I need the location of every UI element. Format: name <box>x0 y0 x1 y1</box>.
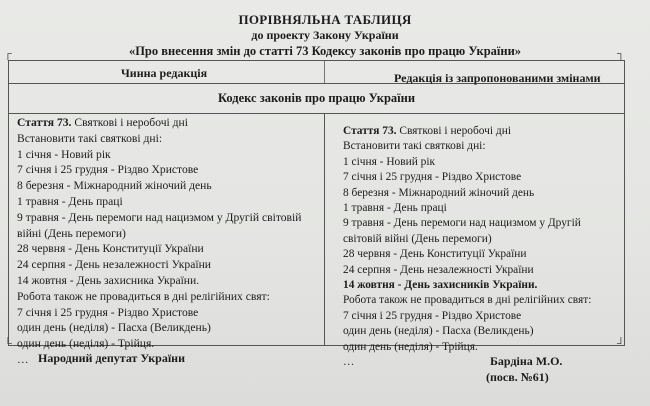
article-number: Стаття 73. <box>343 125 397 137</box>
text-line: Робота також не провадиться в дні релігійних свят: <box>343 294 592 307</box>
article-heading <box>343 124 621 139</box>
article-number: Стаття 73. <box>17 116 72 129</box>
column-header-proposed: Редакція із запропонованими змінами <box>394 71 601 85</box>
text-line: 28 червня - День Конституції України <box>343 248 527 261</box>
corner-mark-icon: ┘ <box>617 338 625 350</box>
current-text-cell <box>17 115 317 368</box>
code-title-row: Кодекс законів про працю України <box>9 83 624 114</box>
text-line: 8 березня - Міжнародний жіночий день <box>343 186 535 199</box>
text-line: 1 січня - Новий рік <box>343 155 436 168</box>
proposed-text-cell <box>343 124 621 371</box>
text-line: 7 січня і 25 грудня - Різдво Христове <box>17 305 199 319</box>
signer-id: (посв. №61) <box>486 370 549 384</box>
text-line: один день (неділя) - Пасха (Великдень) <box>17 321 211 335</box>
article-title: Святкові і неробочі дні <box>71 116 188 129</box>
text-line: 1 травня - День праці <box>343 202 447 215</box>
text-line: 7 січня і 25 грудня - Різдво Христове <box>17 163 199 177</box>
signer-role: Народний депутат України <box>38 351 185 365</box>
text-line: один день (неділя) - Трійця. <box>343 340 478 353</box>
text-line: 9 травня - День перемоги над нацизмом у Другій світовій війні (День перемоги) <box>343 217 581 245</box>
text-line: 1 травня - День праці <box>17 194 123 208</box>
document-subtitle: до проекту Закону України <box>251 28 399 42</box>
text-line: 28 червня - День Конституції України <box>17 242 204 256</box>
text-line: 9 травня - День перемоги над нацизмом у Другій світовій війні (День перемоги) <box>17 210 302 240</box>
text-line: Встановити такі святкові дні: <box>343 140 486 153</box>
column-divider <box>324 61 325 83</box>
text-line: 24 серпня - День незалежності України <box>17 258 211 272</box>
law-name: «Про внесення змін до статті 73 Кодексу законів про працю України» <box>128 44 522 58</box>
text-line: 24 серпня - День незалежності України <box>343 263 534 276</box>
column-header-current: Чинна редакція <box>121 66 208 80</box>
text-line: 1 січня - Новий рік <box>17 147 111 161</box>
column-divider <box>324 113 325 345</box>
text-line: 7 січня і 25 грудня - Різдво Христове <box>343 171 522 184</box>
text-line: Встановити такі святкові дні: <box>17 131 163 145</box>
text-line: … <box>343 356 355 369</box>
corner-mark-icon: └ <box>4 338 12 350</box>
table-header-row <box>9 61 624 84</box>
article-title: Святкові і неробочі дні <box>396 125 511 137</box>
corner-mark-icon: ┐ <box>617 48 625 60</box>
text-line: … <box>17 352 29 366</box>
changed-text-line: 14 жовтня - День захисників України. <box>343 279 538 292</box>
signer-name: Бардіна М.О. <box>490 354 563 368</box>
article-heading <box>17 115 317 131</box>
text-line: Робота також не провадиться в дні релігійних свят: <box>17 289 270 303</box>
corner-mark-icon: ┌ <box>4 48 12 60</box>
text-line: 8 березня - Міжнародний жіночий день <box>17 179 212 193</box>
text-line: один день (неділя) - Трійця. <box>17 337 155 351</box>
document-title: ПОРІВНЯЛЬНА ТАБЛИЦЯ <box>238 12 412 27</box>
text-line: один день (неділя) - Пасха (Великдень) <box>343 325 534 338</box>
text-line: 14 жовтня - День захисника України. <box>17 273 200 287</box>
text-line: 7 січня і 25 грудня - Різдво Христове <box>343 309 522 322</box>
